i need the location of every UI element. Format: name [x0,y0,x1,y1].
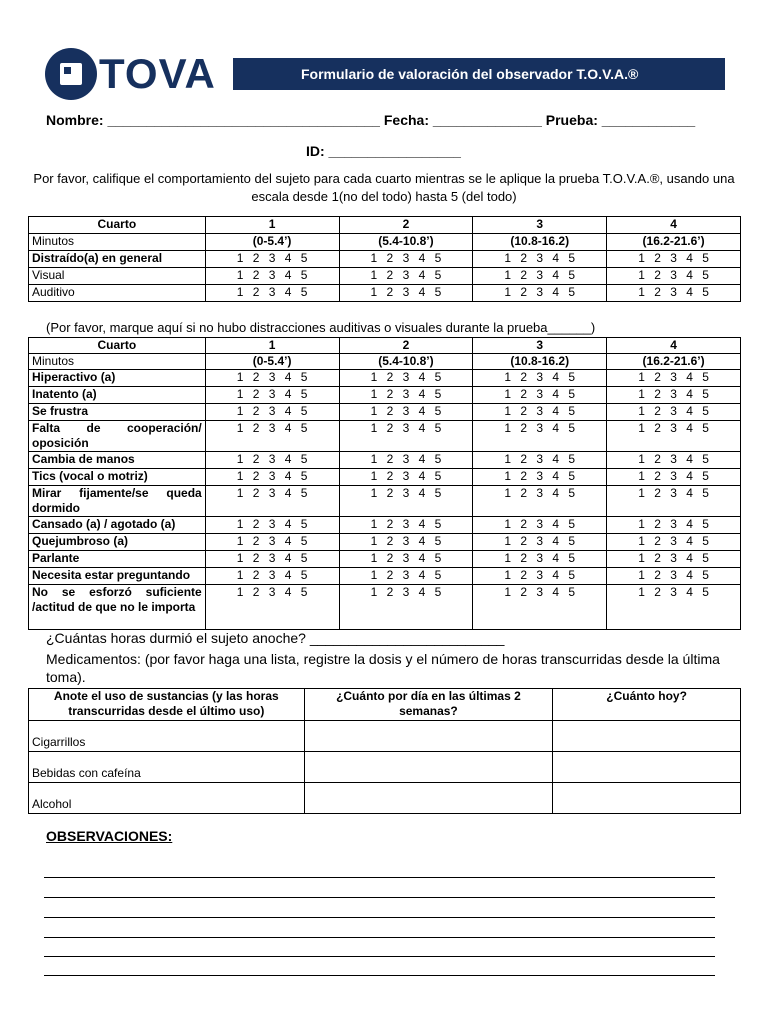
substance-use-table [28,688,741,814]
substance-label: Alcohol [29,783,305,814]
no-distractions-note[interactable]: (Por favor, marque aquí si no hubo distracciones auditivas o visuales durante la prueba______) [46,320,596,335]
row-label: Se frustra [29,404,206,421]
minutes-label: Minutos [29,354,206,370]
substance-label: Cigarrillos [29,721,305,752]
score-scale[interactable]: 1 2 3 4 5 [473,285,607,302]
score-scale[interactable]: 1 2 3 4 5 [473,370,607,387]
name-date-test-fields[interactable]: Nombre: ___________________________________ Fecha: ______________ Prueba: ____________ [46,112,696,128]
per-day-cell[interactable] [304,783,553,814]
tova-logo [45,48,216,100]
quarter-header: Cuarto [29,338,206,354]
quarter-3: 3 [473,217,607,234]
score-scale[interactable]: 1 2 3 4 5 [205,585,339,630]
quarter-3: 3 [473,338,607,354]
table-row [29,568,741,585]
score-scale[interactable]: 1 2 3 4 5 [205,486,339,517]
quarter-4: 4 [607,338,741,354]
score-scale[interactable]: 1 2 3 4 5 [473,486,607,517]
score-scale[interactable]: 1 2 3 4 5 [205,421,339,452]
medications-question: Medicamentos: (por favor haga una lista, registre la dosis y el número de horas transcurridas desde la última toma). [46,651,720,685]
observation-line[interactable] [44,975,715,976]
today-header: ¿Cuánto hoy? [553,689,741,721]
score-scale[interactable]: 1 2 3 4 5 [473,452,607,469]
score-scale[interactable]: 1 2 3 4 5 [473,469,607,486]
row-label: Distraído(a) en general [29,251,206,268]
table-row [29,517,741,534]
per-day-header: ¿Cuánto por día en las últimas 2 semanas? [304,689,553,721]
score-scale[interactable]: 1 2 3 4 5 [607,251,741,268]
per-day-cell[interactable] [304,752,553,783]
score-scale[interactable]: 1 2 3 4 5 [607,517,741,534]
score-scale[interactable]: 1 2 3 4 5 [339,585,473,630]
quarter-1: 1 [205,338,339,354]
logo-mark-icon [45,48,97,100]
range-1: (0-5.4’) [205,354,339,370]
score-scale[interactable]: 1 2 3 4 5 [473,534,607,551]
score-scale[interactable]: 1 2 3 4 5 [205,452,339,469]
row-label: Hiperactivo (a) [29,370,206,387]
score-scale[interactable]: 1 2 3 4 5 [607,387,741,404]
table-row [29,285,741,302]
table-row [29,268,741,285]
logo-text: TOVA [99,50,216,97]
score-scale[interactable]: 1 2 3 4 5 [205,568,339,585]
observation-line[interactable] [44,937,715,938]
range-4: (16.2-21.6’) [607,234,741,251]
score-scale[interactable]: 1 2 3 4 5 [473,551,607,568]
observation-line[interactable] [44,917,715,918]
score-scale[interactable]: 1 2 3 4 5 [339,268,473,285]
table-row [29,370,741,387]
score-scale[interactable]: 1 2 3 4 5 [607,285,741,302]
id-field[interactable]: ID: _________________ [306,143,461,159]
score-scale[interactable]: 1 2 3 4 5 [339,568,473,585]
score-scale[interactable]: 1 2 3 4 5 [339,534,473,551]
today-cell[interactable] [553,783,741,814]
table-row [29,251,741,268]
table-row [29,421,741,452]
score-scale[interactable]: 1 2 3 4 5 [339,251,473,268]
score-scale[interactable]: 1 2 3 4 5 [607,421,741,452]
row-label: Quejumbroso (a) [29,534,206,551]
observation-line[interactable] [44,956,715,957]
score-scale[interactable]: 1 2 3 4 5 [473,251,607,268]
table-row [29,469,741,486]
row-label: Cansado (a) / agotado (a) [29,517,206,534]
score-scale[interactable]: 1 2 3 4 5 [205,517,339,534]
table-row [29,585,741,630]
score-scale[interactable]: 1 2 3 4 5 [339,469,473,486]
score-scale[interactable]: 1 2 3 4 5 [205,551,339,568]
score-scale[interactable]: 1 2 3 4 5 [473,517,607,534]
score-scale[interactable]: 1 2 3 4 5 [339,387,473,404]
score-scale[interactable]: 1 2 3 4 5 [607,585,741,630]
range-3: (10.8-16.2) [473,234,607,251]
substance-header: Anote el uso de sustancias (y las horas transcurridas desde el último uso) [29,689,305,721]
row-label: Mirar fijamente/se queda dormido [29,486,206,517]
table-row [29,404,741,421]
score-scale[interactable]: 1 2 3 4 5 [473,404,607,421]
observation-line[interactable] [44,877,715,878]
score-scale[interactable]: 1 2 3 4 5 [339,452,473,469]
range-1: (0-5.4’) [205,234,339,251]
minutes-label: Minutos [29,234,206,251]
score-scale[interactable]: 1 2 3 4 5 [607,268,741,285]
distraction-rating-table [28,216,741,302]
table-row [29,783,741,814]
score-scale[interactable]: 1 2 3 4 5 [339,404,473,421]
table-row [29,387,741,404]
score-scale[interactable]: 1 2 3 4 5 [473,268,607,285]
row-label: No se esforzó suficiente /actitud de que no le importa [29,585,206,630]
quarter-4: 4 [607,217,741,234]
score-scale[interactable]: 1 2 3 4 5 [607,370,741,387]
score-scale[interactable]: 1 2 3 4 5 [205,268,339,285]
score-scale[interactable]: 1 2 3 4 5 [473,568,607,585]
score-scale[interactable]: 1 2 3 4 5 [205,534,339,551]
row-label: Parlante [29,551,206,568]
score-scale[interactable]: 1 2 3 4 5 [205,469,339,486]
score-scale[interactable]: 1 2 3 4 5 [607,486,741,517]
score-scale[interactable]: 1 2 3 4 5 [339,551,473,568]
score-scale[interactable]: 1 2 3 4 5 [607,568,741,585]
score-scale[interactable]: 1 2 3 4 5 [473,387,607,404]
score-scale[interactable]: 1 2 3 4 5 [607,452,741,469]
observations-heading: OBSERVACIONES: [46,828,173,844]
header [45,48,725,100]
table-row [29,721,741,752]
table-row [29,752,741,783]
quarter-2: 2 [339,217,473,234]
row-label: Falta de cooperación/ oposición [29,421,206,452]
substance-label: Bebidas con cafeína [29,752,305,783]
quarter-header: Cuarto [29,217,206,234]
behavior-rating-table [28,337,741,630]
range-4: (16.2-21.6’) [607,354,741,370]
table-row [29,486,741,517]
instructions: Por favor, califique el comportamiento del sujeto para cada cuarto mientras se le aplique la prueba T.O.V.A.®, usando una escala desde 1(no del todo) hasta 5 (del todo) [33,171,735,204]
score-scale[interactable]: 1 2 3 4 5 [205,285,339,302]
quarter-2: 2 [339,338,473,354]
score-scale[interactable]: 1 2 3 4 5 [205,251,339,268]
score-scale[interactable]: 1 2 3 4 5 [205,387,339,404]
score-scale[interactable]: 1 2 3 4 5 [473,585,607,630]
observation-line[interactable] [44,897,715,898]
range-2: (5.4-10.8’) [339,354,473,370]
score-scale[interactable]: 1 2 3 4 5 [205,370,339,387]
table-row [29,551,741,568]
score-scale[interactable]: 1 2 3 4 5 [473,421,607,452]
table-row [29,534,741,551]
row-label: Inatento (a) [29,387,206,404]
today-cell[interactable] [553,721,741,752]
score-scale[interactable]: 1 2 3 4 5 [607,469,741,486]
score-scale[interactable]: 1 2 3 4 5 [339,370,473,387]
row-label: Auditivo [29,285,206,302]
per-day-cell[interactable] [304,721,553,752]
score-scale[interactable]: 1 2 3 4 5 [339,486,473,517]
row-label: Necesita estar preguntando [29,568,206,585]
form-title: Formulario de valoración del observador T.O.V.A.® [301,66,639,82]
range-2: (5.4-10.8’) [339,234,473,251]
score-scale[interactable]: 1 2 3 4 5 [339,421,473,452]
score-scale[interactable]: 1 2 3 4 5 [607,551,741,568]
score-scale[interactable]: 1 2 3 4 5 [339,517,473,534]
row-label: Cambia de manos [29,452,206,469]
score-scale[interactable]: 1 2 3 4 5 [607,404,741,421]
score-scale[interactable]: 1 2 3 4 5 [607,534,741,551]
title-banner [233,58,725,90]
table-row [29,452,741,469]
row-label: Visual [29,268,206,285]
score-scale[interactable]: 1 2 3 4 5 [339,285,473,302]
today-cell[interactable] [553,752,741,783]
row-label: Tics (vocal o motriz) [29,469,206,486]
score-scale[interactable]: 1 2 3 4 5 [205,404,339,421]
range-3: (10.8-16.2) [473,354,607,370]
sleep-hours-question[interactable]: ¿Cuántas horas durmió el sujeto anoche? _________________________ [46,630,505,646]
quarter-1: 1 [205,217,339,234]
